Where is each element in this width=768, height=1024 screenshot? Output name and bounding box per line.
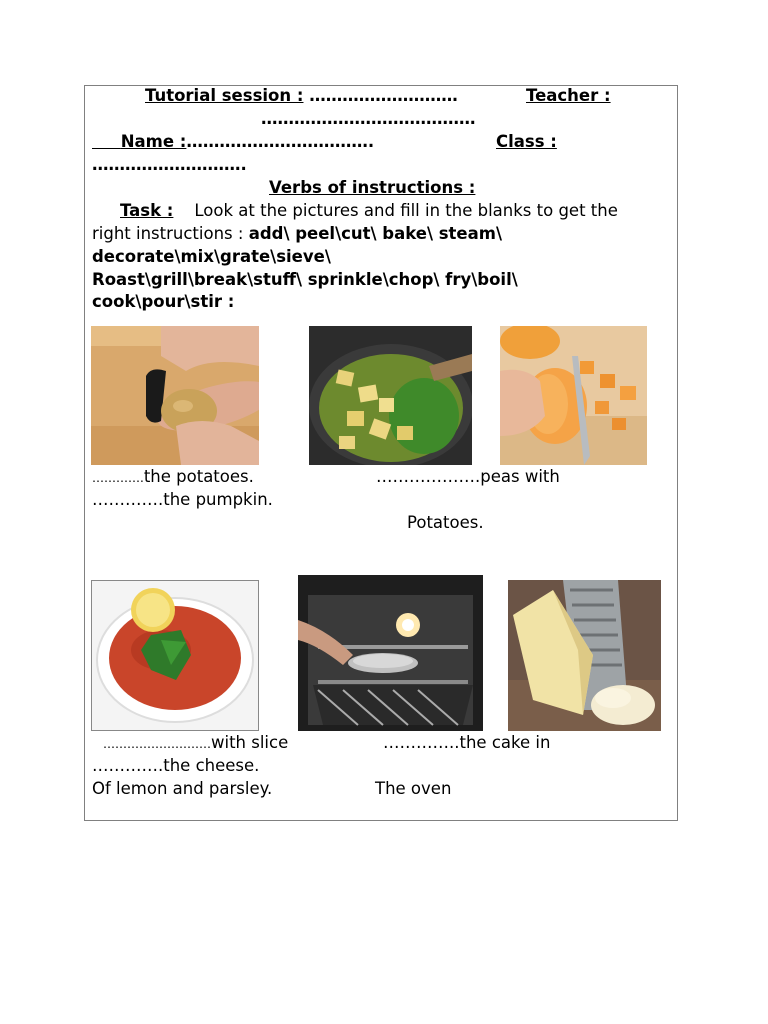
name-blank: ……………………………. bbox=[186, 132, 375, 151]
blank: …………. bbox=[92, 471, 144, 485]
verbs-list-2: decorate\mix\grate\sieve\ bbox=[92, 247, 331, 266]
soup-image bbox=[91, 580, 259, 731]
row2-item1-line2: Of lemon and parsley. bbox=[92, 779, 273, 798]
class-label: Class : bbox=[496, 132, 557, 151]
tutorial-session-line bbox=[145, 86, 458, 106]
row2-item2-line2: The oven bbox=[375, 779, 452, 798]
session-blank: ……………………… bbox=[309, 86, 458, 105]
oven-image bbox=[298, 575, 483, 731]
task-label: Task : bbox=[120, 201, 174, 220]
cutting-pumpkin-image bbox=[500, 326, 647, 465]
blank: ………….. bbox=[383, 733, 460, 752]
page-title: Verbs of instructions : bbox=[269, 178, 476, 197]
row2-item3: ………….the cheese. bbox=[92, 756, 260, 775]
blank: ………………. bbox=[376, 467, 481, 486]
verbs-list-4: cook\pour\stir : bbox=[92, 292, 235, 311]
verbs-list-1: add\ peel\cut\ bake\ steam\ bbox=[248, 224, 502, 243]
session-label: Tutorial session : bbox=[145, 86, 304, 105]
row1-item1: ………….the potatoes. bbox=[92, 467, 254, 486]
potatoes-peas-pan-image bbox=[309, 326, 472, 465]
teacher-blank: ………………………………… bbox=[261, 109, 476, 128]
teacher-label: Teacher : bbox=[526, 86, 611, 105]
row1-item3: ………….the pumpkin. bbox=[92, 490, 273, 509]
blank: …………. bbox=[92, 756, 164, 775]
verbs-list-3: Roast\grill\break\stuff\ sprinkle\chop\ fry\boil\ bbox=[92, 270, 518, 289]
class-blank: ………………………. bbox=[92, 155, 247, 174]
peeling-potato-image bbox=[91, 326, 259, 465]
task-instruction-1: Look at the pictures and fill in the blanks to get the bbox=[194, 201, 618, 220]
task-instruction-2: right instructions : bbox=[92, 224, 249, 243]
task-line-2 bbox=[92, 224, 502, 244]
row1-item2-line2: Potatoes. bbox=[407, 513, 484, 532]
row1-item2: ……………….peas with bbox=[376, 467, 560, 486]
row2-item1: ………………………with slice bbox=[103, 733, 289, 752]
row2-item2: …………..the cake in bbox=[383, 733, 551, 752]
task-line-1 bbox=[120, 201, 618, 221]
name-label: Name : bbox=[120, 132, 187, 151]
cheese-grater-image bbox=[508, 580, 661, 731]
name-line bbox=[92, 132, 374, 152]
blank: …………. bbox=[92, 490, 164, 509]
blank: ……………………… bbox=[103, 737, 211, 751]
